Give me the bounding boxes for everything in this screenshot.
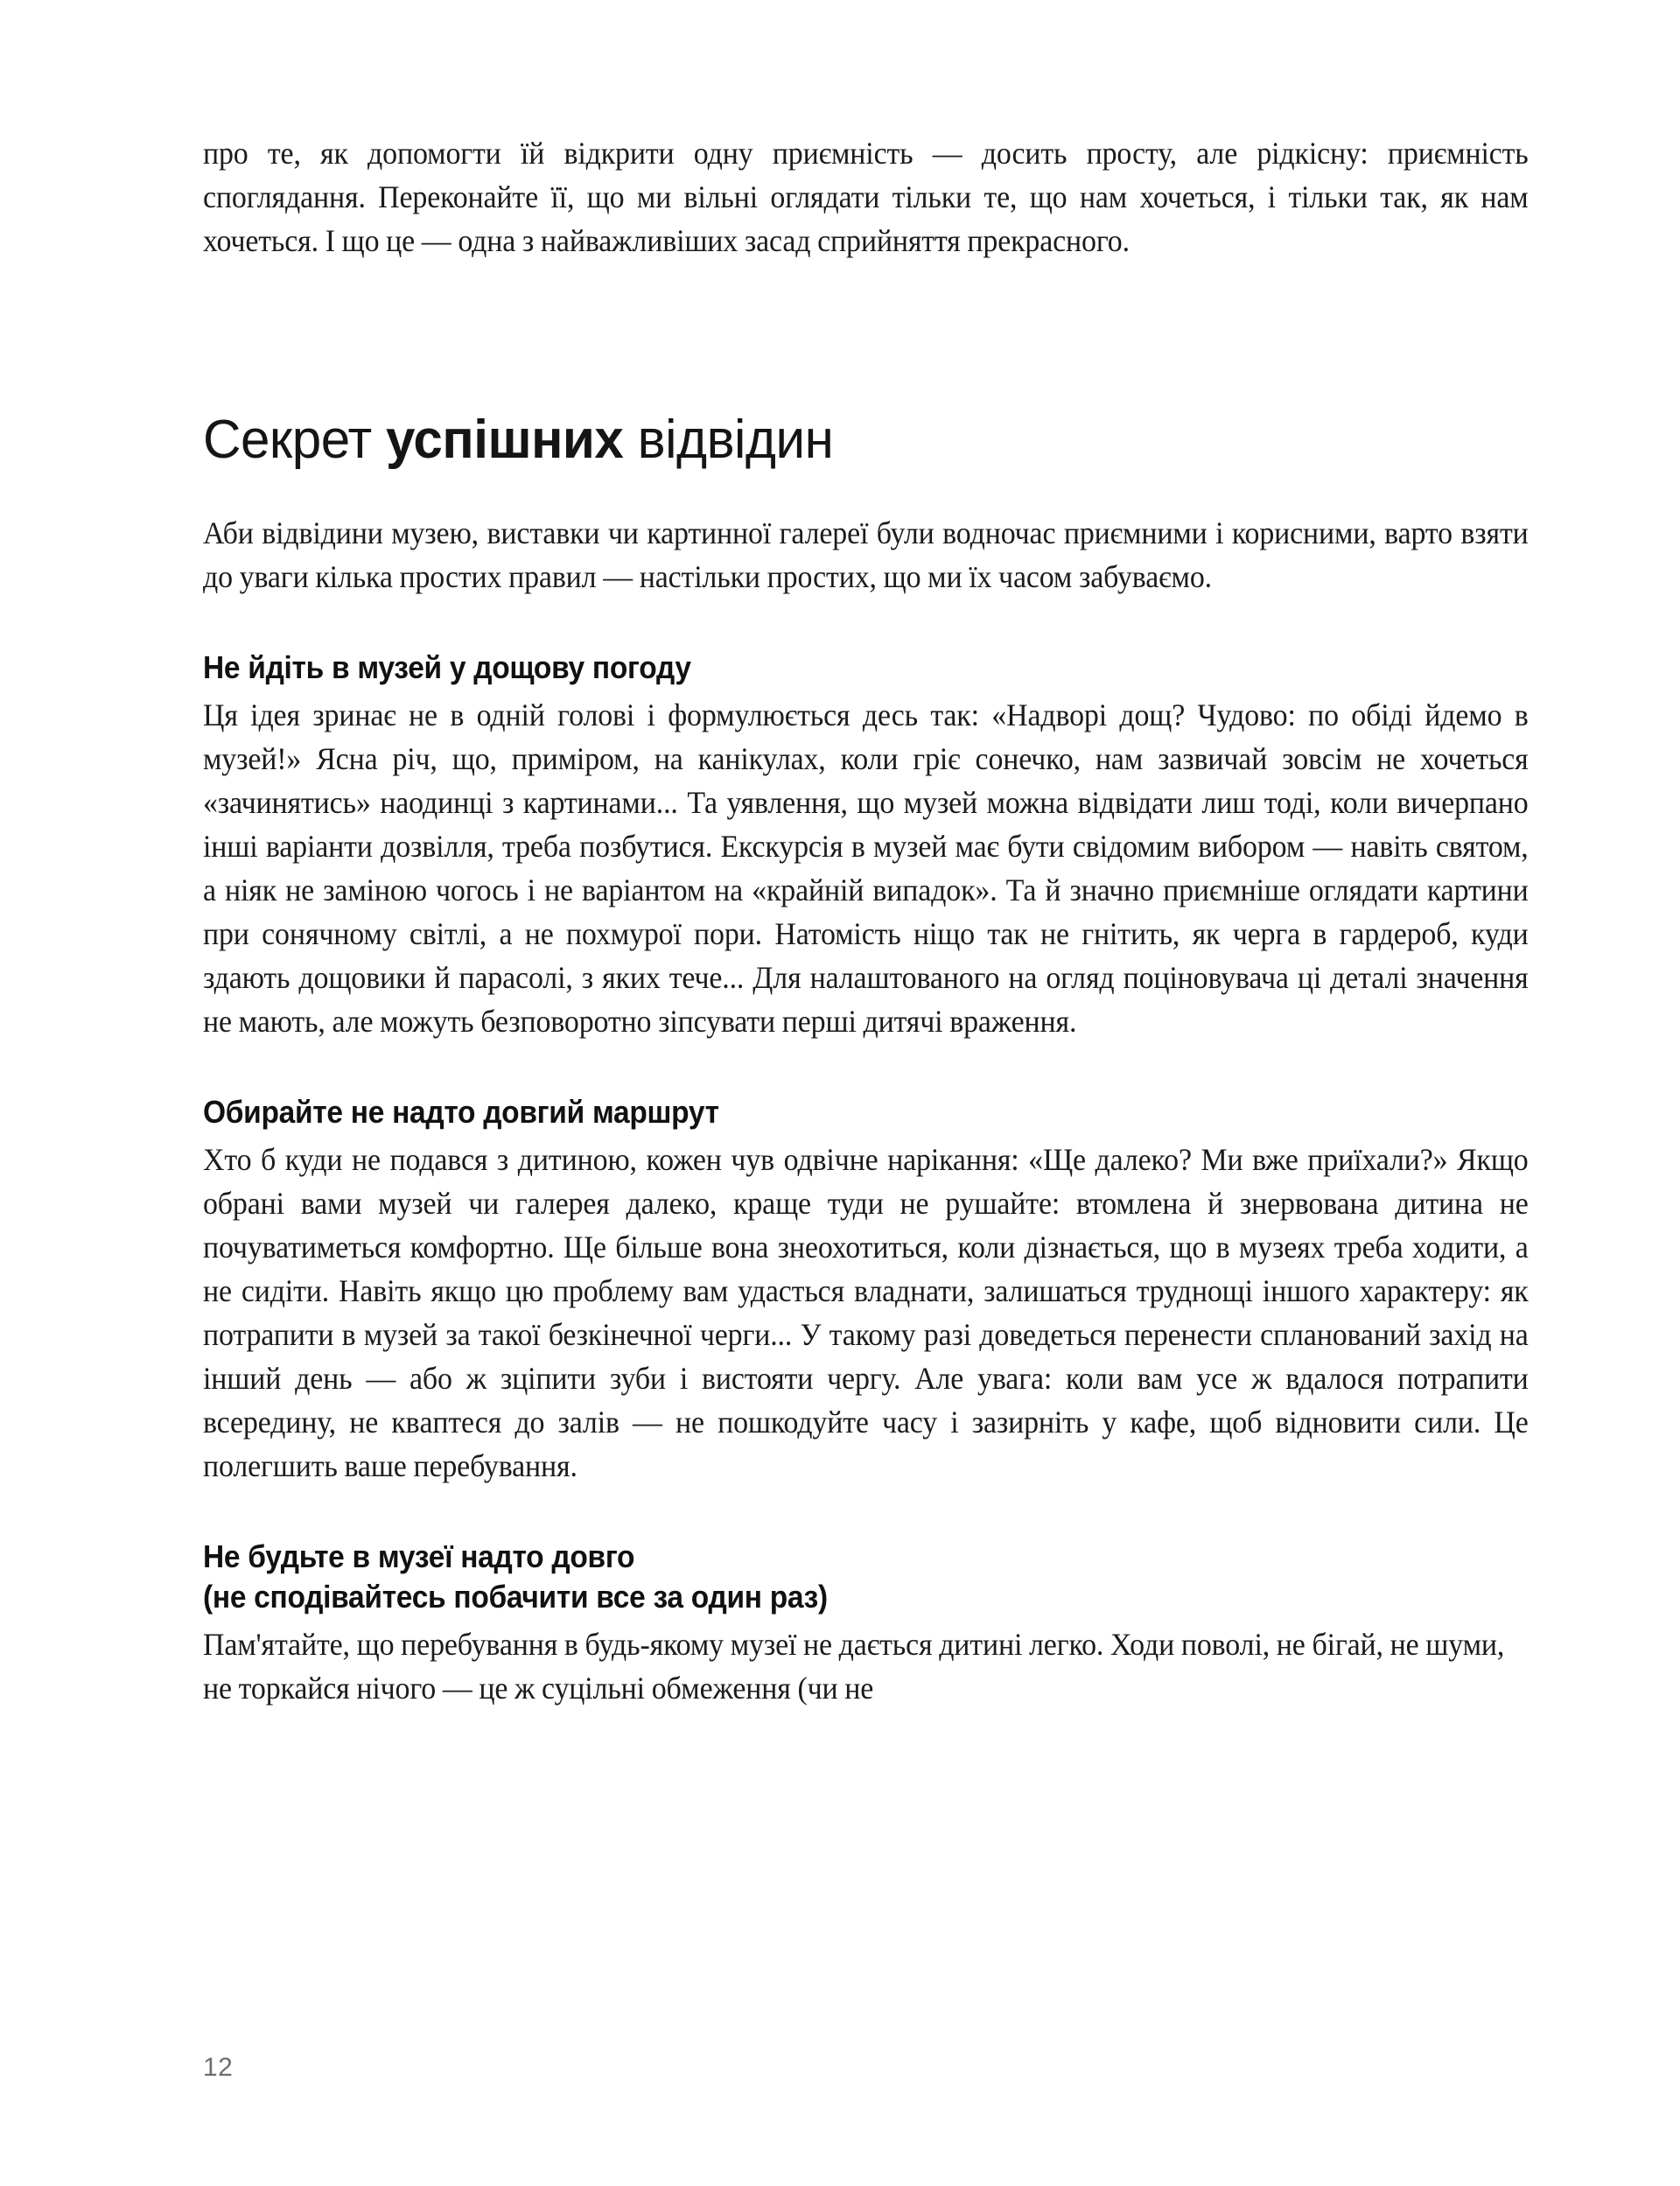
subsection-body-3: Пам'ятайте, що перебування в будь-якому музеї не дається дитині легко. Ходи поволі, не бігай, не шуми, не торкайся нічого — це ж суцільні обмеження (чи не [203, 1627, 1505, 1706]
subsection-heading-1: Не йдіть в музей у дощову погоду [203, 649, 691, 685]
section-intro-paragraph: Аби відвідини музею, виставки чи картинної галереї були водночас приємними і корисними, варто взяти до уваги кілька простих правил — настільки простих, що ми їх часом забуваємо. [203, 515, 1529, 594]
spacer [203, 263, 1529, 410]
page-content-column [203, 131, 1529, 1710]
spacer [203, 471, 1529, 511]
section-heading [203, 410, 1489, 471]
subsection-body-2: Хто б куди не подався з дитиною, кожен чув одвічне нарікання: «Ще далеко? Ми вже приїхали?» Якщо обрані вами музей чи галерея далеко, краще туди не рушайте: втомлена й знервована дитина не почуватиметься комфортно. Ще більше вона знеохотиться, коли дізнається, що в музеях треба ходити, а не сидіти. Навіть якщо цю проблему вам удасться владнати, залишаться труднощі іншого характеру: як потрапити в музей за такої безкінечної черги... У такому разі доведеться перенести спланований захід на інший день — або ж зціпити зуби і вистояти чергу. Але увага: коли вам усе ж вдалося потрапити всередину, не квaптеся до залів — не пошкодуйте часу і зазирніть у кафе, щоб відновити сили. Це полегшить ваше перебування. [203, 1142, 1529, 1483]
subsection-heading-3: Не будьте в музеї надто довго [203, 1538, 635, 1574]
page-number: 12 [203, 2053, 234, 2082]
subsection-heading-2: Обирайте не надто довгий маршрут [203, 1094, 719, 1130]
subsection-body-1: Ця ідея зринає не в одній голові і формулюється десь так: «Надворі дощ? Чудово: по обіді йдемо в музей!» Ясна річ, що, приміром, на канікулах, коли гріє сонечко, нам зазвичай зовсім не хочеться «зачинятись» наодинці з картинами... Та уявлення, що музей можна відвідати лиш тоді, коли вичерпано інші варіанти дозвілля, треба позбутися. Екскурсія в музей має бути свідомим вибором — навіть святом, а ніяк не заміною чогось і не варіантом на «крайній випадок». Та й значно приємніше оглядати картини при сонячному світлі, а не похмурої пори. Натомість ніщо так не гнітить, як черга в гардероб, куди здають дощовики й парасолі, з яких тече... Для налаштованого на огляд поціновувача ці деталі значення не мають, але можуть безповоротно зіпсувати перші дитячі враження. [203, 697, 1529, 1039]
section-heading-part-after: відвідин [623, 410, 834, 470]
spacer [203, 599, 1529, 648]
continued-paragraph: про те, як допомогти їй відкрити одну приємність — досить просту, але рідкісну: приємність споглядання. Переконайте її, що ми вільні оглядати тільки те, що нам хочеться, і тільки так, як нам хочеться. І що це — одна з найважливіших засад сприйняття прекрасного. [203, 136, 1529, 258]
section-heading-part-before: Секрет [203, 410, 386, 470]
section-heading-emphasis: успішних [385, 410, 624, 470]
subsection-heading-3-line-2: (не сподівайтесь побачити все за один раз) [203, 1579, 828, 1615]
spacer [203, 1043, 1529, 1092]
spacer [203, 1488, 1529, 1537]
